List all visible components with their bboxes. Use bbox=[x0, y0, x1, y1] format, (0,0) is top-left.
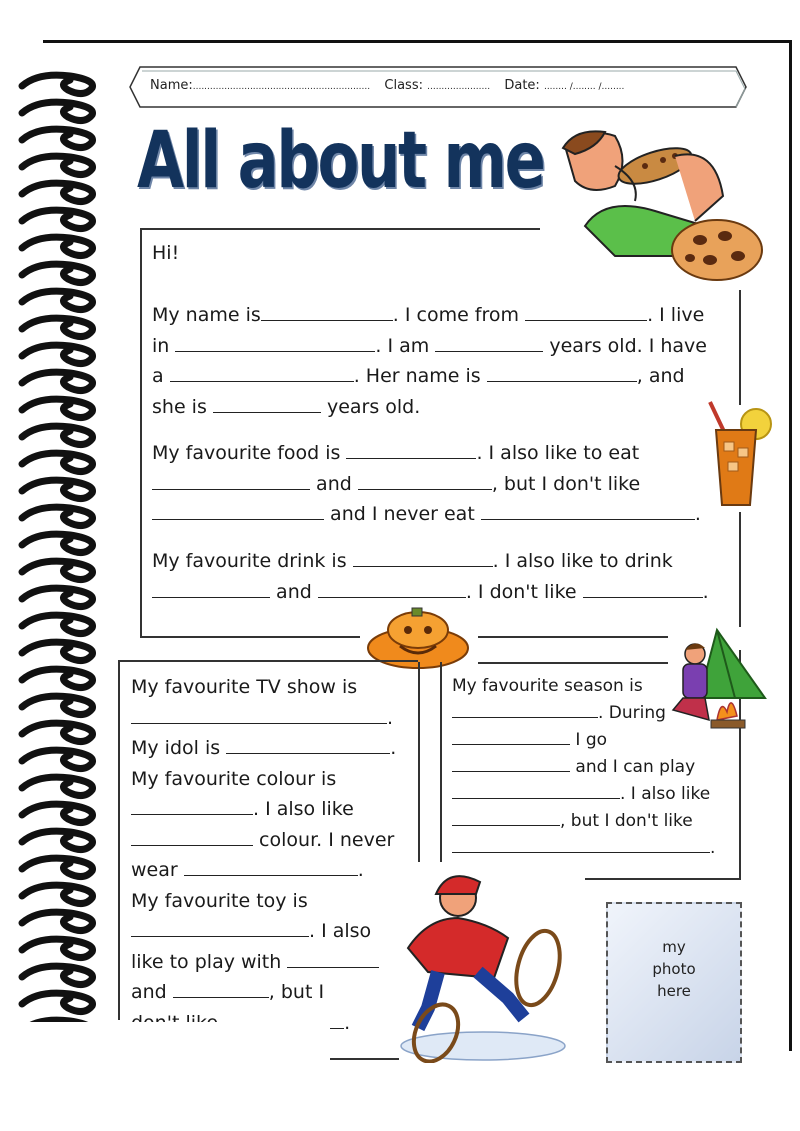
text: My favourite drink is bbox=[152, 550, 347, 572]
left-box-border bbox=[118, 660, 418, 662]
text: , but I bbox=[268, 981, 325, 1003]
text: I go bbox=[575, 730, 608, 750]
blank-line[interactable] bbox=[261, 302, 393, 321]
text: . bbox=[390, 737, 397, 759]
text: My idol is bbox=[131, 737, 221, 759]
spiral-ring bbox=[22, 453, 93, 471]
text: . bbox=[357, 859, 364, 881]
text: and I can play bbox=[575, 757, 696, 777]
text: and bbox=[276, 580, 312, 603]
date-label: Date: bbox=[504, 78, 540, 93]
spiral-ring bbox=[22, 426, 93, 444]
spiral-ring bbox=[22, 264, 93, 282]
frame-line bbox=[739, 290, 741, 405]
spiral-ring bbox=[22, 777, 93, 795]
date-field[interactable]: ........ /........ /........ bbox=[543, 82, 625, 92]
text: . I come from bbox=[392, 304, 520, 326]
blank-line[interactable] bbox=[131, 918, 309, 937]
blank-line[interactable] bbox=[131, 796, 253, 815]
blank-line[interactable] bbox=[152, 471, 310, 490]
blank-line[interactable] bbox=[131, 705, 387, 724]
spiral-ring bbox=[22, 534, 93, 552]
text: My favourite season is bbox=[452, 676, 643, 696]
blank-line[interactable] bbox=[481, 501, 695, 520]
blank-line[interactable] bbox=[525, 302, 647, 321]
spiral-ring bbox=[22, 912, 93, 930]
spiral-ring bbox=[22, 804, 93, 822]
spiral-ring bbox=[22, 561, 93, 579]
blank-line[interactable] bbox=[152, 579, 270, 598]
text: and bbox=[131, 981, 167, 1003]
paragraph-drink bbox=[152, 546, 709, 607]
student-info-bar bbox=[128, 65, 748, 109]
photo-text-line: my bbox=[662, 938, 686, 956]
text: . I am bbox=[375, 334, 430, 357]
hi-text: Hi! bbox=[152, 242, 180, 264]
blank-line[interactable] bbox=[318, 579, 466, 598]
blank-line[interactable] bbox=[152, 501, 324, 520]
text: . I also bbox=[309, 920, 372, 942]
text: My favourite food is bbox=[152, 442, 341, 464]
text: . bbox=[694, 503, 701, 525]
spiral-ring bbox=[22, 858, 93, 876]
divider bbox=[440, 662, 442, 862]
text: and bbox=[316, 472, 352, 495]
frame-line bbox=[140, 228, 142, 638]
frame-line bbox=[585, 878, 741, 880]
cookie-icon bbox=[670, 218, 765, 283]
text: a bbox=[152, 365, 164, 387]
text: colour. I never bbox=[259, 828, 395, 851]
text: and I never eat bbox=[330, 503, 475, 525]
spiral-ring bbox=[22, 966, 93, 984]
frame-line bbox=[739, 512, 741, 627]
blank-line[interactable] bbox=[170, 363, 354, 382]
blank-line[interactable] bbox=[184, 857, 358, 876]
text: wear bbox=[131, 859, 178, 881]
spiral-ring bbox=[22, 102, 93, 120]
text: in bbox=[152, 334, 170, 357]
text: . I don't like bbox=[465, 580, 577, 603]
blank-line[interactable] bbox=[452, 726, 570, 745]
spiral-ring bbox=[22, 345, 93, 363]
blank-line[interactable] bbox=[213, 394, 321, 413]
spiral-ring bbox=[22, 237, 93, 255]
text: , and bbox=[636, 365, 685, 387]
name-field[interactable]: .............................................................. bbox=[192, 82, 371, 92]
text: My name is bbox=[152, 304, 261, 326]
text: . I also like to drink bbox=[492, 550, 673, 572]
spiral-ring bbox=[22, 669, 93, 687]
divider bbox=[418, 662, 420, 862]
campfire-scene-icon bbox=[665, 620, 780, 745]
text: years old. bbox=[326, 395, 421, 418]
text: My favourite toy is bbox=[131, 889, 308, 912]
text: . Her name is bbox=[353, 365, 481, 387]
spiral-ring bbox=[22, 939, 93, 957]
frame-line bbox=[140, 636, 360, 638]
spiral-ring bbox=[22, 615, 93, 633]
text: . bbox=[710, 838, 716, 858]
text: like to play with bbox=[131, 950, 282, 973]
paragraph-food bbox=[152, 438, 701, 530]
spiral-ring bbox=[22, 156, 93, 174]
spiral-ring bbox=[22, 210, 93, 228]
frame-line bbox=[478, 636, 668, 638]
text: , but I don't like bbox=[491, 472, 641, 495]
boy-snowshoes-icon bbox=[398, 868, 573, 1063]
blank-line[interactable] bbox=[358, 471, 492, 490]
blank-line[interactable] bbox=[329, 1058, 399, 1060]
text: . bbox=[702, 580, 709, 603]
spiral-ring bbox=[22, 723, 93, 741]
blank-line[interactable] bbox=[226, 735, 390, 754]
page-cut-white bbox=[0, 1022, 330, 1131]
blank-line[interactable] bbox=[452, 753, 570, 772]
frame-line bbox=[140, 228, 540, 230]
text: . I live bbox=[647, 304, 705, 326]
text: . I also like to eat bbox=[476, 442, 640, 464]
blank-line[interactable] bbox=[287, 949, 379, 968]
right-box-border bbox=[478, 662, 668, 664]
text: My favourite colour is bbox=[131, 767, 337, 790]
text: . I also like bbox=[253, 798, 354, 820]
text: years old. I have bbox=[549, 334, 707, 357]
spiral-ring bbox=[22, 129, 93, 147]
text: , but I don't like bbox=[560, 811, 693, 831]
name-label: Name: bbox=[150, 78, 193, 93]
spiral-ring bbox=[22, 831, 93, 849]
class-field[interactable]: ...................... bbox=[427, 82, 491, 92]
left-box-border bbox=[118, 660, 120, 1020]
blank-line[interactable] bbox=[435, 333, 543, 352]
page-title: All about me bbox=[137, 116, 544, 206]
spiral-ring bbox=[22, 696, 93, 714]
blank-line[interactable] bbox=[173, 979, 269, 998]
spiral-ring bbox=[22, 507, 93, 525]
spiral-ring bbox=[22, 372, 93, 390]
text: . bbox=[387, 706, 394, 729]
text: My favourite TV show is bbox=[131, 676, 358, 698]
blank-line[interactable] bbox=[583, 579, 703, 598]
blank-line[interactable] bbox=[353, 548, 493, 567]
spiral-ring bbox=[22, 885, 93, 903]
blank-line[interactable] bbox=[452, 780, 620, 799]
text: . bbox=[344, 1011, 351, 1034]
blank-line[interactable] bbox=[452, 807, 560, 826]
blank-line[interactable] bbox=[131, 827, 253, 846]
spiral-ring bbox=[22, 183, 93, 201]
blank-line[interactable] bbox=[452, 834, 710, 853]
text: . I also like bbox=[620, 784, 711, 804]
iced-drink-icon bbox=[700, 400, 775, 510]
left-box-text bbox=[131, 672, 396, 1038]
spiral-ring bbox=[22, 993, 93, 1011]
spiral-ring bbox=[22, 588, 93, 606]
photo-text-line: photo bbox=[652, 960, 696, 978]
spiral-binding bbox=[18, 68, 108, 1028]
spiral-ring bbox=[22, 480, 93, 498]
paragraph-intro bbox=[152, 300, 707, 422]
spiral-ring bbox=[22, 399, 93, 417]
text: she is bbox=[152, 395, 207, 418]
photo-placeholder[interactable] bbox=[606, 902, 742, 1063]
photo-text-line: here bbox=[657, 982, 691, 1000]
spiral-ring bbox=[22, 318, 93, 336]
blank-line[interactable] bbox=[487, 363, 637, 382]
text: . During bbox=[598, 703, 666, 723]
spiral-ring bbox=[22, 642, 93, 660]
spiral-ring bbox=[22, 291, 93, 309]
spiral-ring bbox=[22, 75, 93, 93]
blank-line[interactable] bbox=[346, 440, 476, 459]
blank-line[interactable] bbox=[175, 333, 375, 352]
spiral-ring bbox=[22, 750, 93, 768]
blank-line[interactable] bbox=[452, 699, 598, 718]
class-label: Class: bbox=[384, 78, 423, 93]
